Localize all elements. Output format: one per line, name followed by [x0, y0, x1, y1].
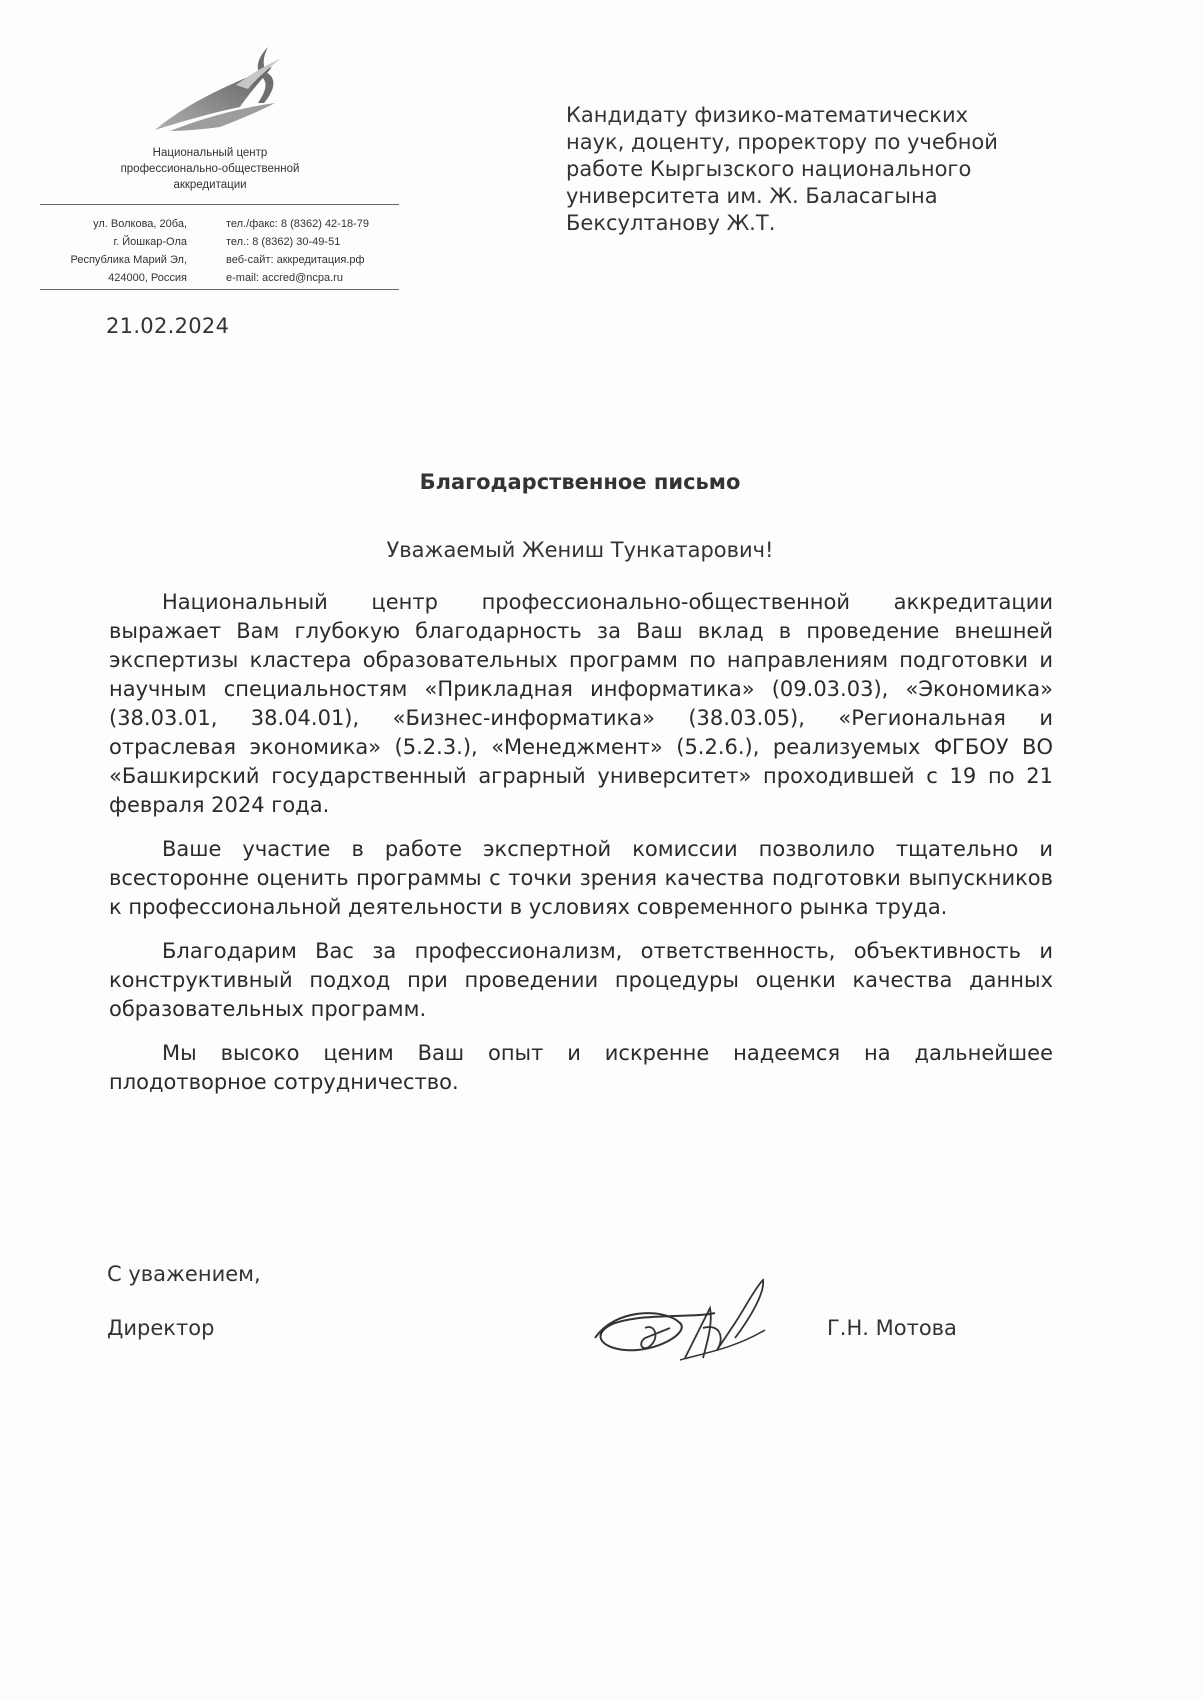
contact-info: [226, 215, 406, 287]
ncpa-logo-icon: [150, 45, 300, 135]
salutation: Уважаемый Жениш Тункатарович!: [386, 538, 774, 562]
letterhead-divider-top: [40, 204, 399, 205]
address-line: 424000, Россия: [108, 272, 187, 284]
body-paragraph: Национальный центр профессионально-общественной аккредитации выражает Вам глубокую благодарность за Ваш вклад в проведение внешней экспертизы кластера образовательных программ по направлениям подготовки и научным специальностям «Прикладная информатика» (09.03.03), «Экономика» (38.03.01, 38.04.01), «Бизнес-информатика» (38.03.05), «Региональная и отраслевая экономика» (5.2.3.), «Менеджмент» (5.2.6.), реализуемых ФГБОУ ВО «Башкирский государственный аграрный университет» проходившей с 19 по 21 февраля 2024 года.: [109, 590, 1053, 817]
letter-title: Благодарственное письмо: [419, 470, 741, 494]
handwritten-signature-icon: [585, 1268, 795, 1378]
recipient-line: наук, доценту, проректору по учебной: [566, 130, 998, 154]
body-paragraph: Благодарим Вас за профессионализм, ответственность, объективность и конструктивный подход при проведении процедуры оценки качества данных образовательных программ.: [109, 939, 1053, 1021]
address-line: Республика Марий Эл,: [70, 254, 187, 266]
recipient-line: Бексултанову Ж.Т.: [566, 211, 776, 235]
postal-address: [40, 215, 187, 287]
org-name-line: аккредитации: [173, 179, 247, 191]
letter-date: 21.02.2024: [106, 314, 230, 338]
org-name: [95, 145, 325, 193]
letter-body: [109, 588, 1053, 1112]
address-line: ул. Волкова, 20ба,: [93, 218, 187, 230]
contact-line: тел.: 8 (8362) 30-49-51: [226, 236, 341, 248]
contact-line: тел./факс: 8 (8362) 42-18-79: [226, 218, 369, 230]
contact-line: веб-сайт: аккредитация.рф: [226, 254, 365, 266]
closing-regards: С уважением,: [107, 1262, 261, 1286]
address-line: г. Йошкар-Ола: [113, 236, 187, 248]
body-paragraph: Ваше участие в работе экспертной комиссии позволило тщательно и всесторонне оценить программы с точки зрения качества подготовки выпускников к профессиональной деятельности в условиях современного рынка труда.: [109, 837, 1053, 919]
recipient-block: [566, 102, 1086, 237]
letterhead-divider-bottom: [40, 289, 399, 290]
recipient-line: Кандидату физико-математических: [566, 103, 969, 127]
recipient-line: работе Кыргызского национального: [566, 157, 972, 181]
recipient-line: университета им. Ж. Баласагына: [566, 184, 938, 208]
org-name-line: профессионально-общественной: [120, 163, 300, 175]
body-paragraph: Мы высоко ценим Ваш опыт и искренне надеемся на дальнейшее плодотворное сотрудничество.: [109, 1041, 1053, 1094]
org-name-line: Национальный центр: [152, 147, 268, 159]
contact-line: e-mail: accred@ncpa.ru: [226, 272, 343, 284]
signer-position: Директор: [107, 1316, 215, 1340]
signer-name: Г.Н. Мотова: [827, 1316, 957, 1340]
